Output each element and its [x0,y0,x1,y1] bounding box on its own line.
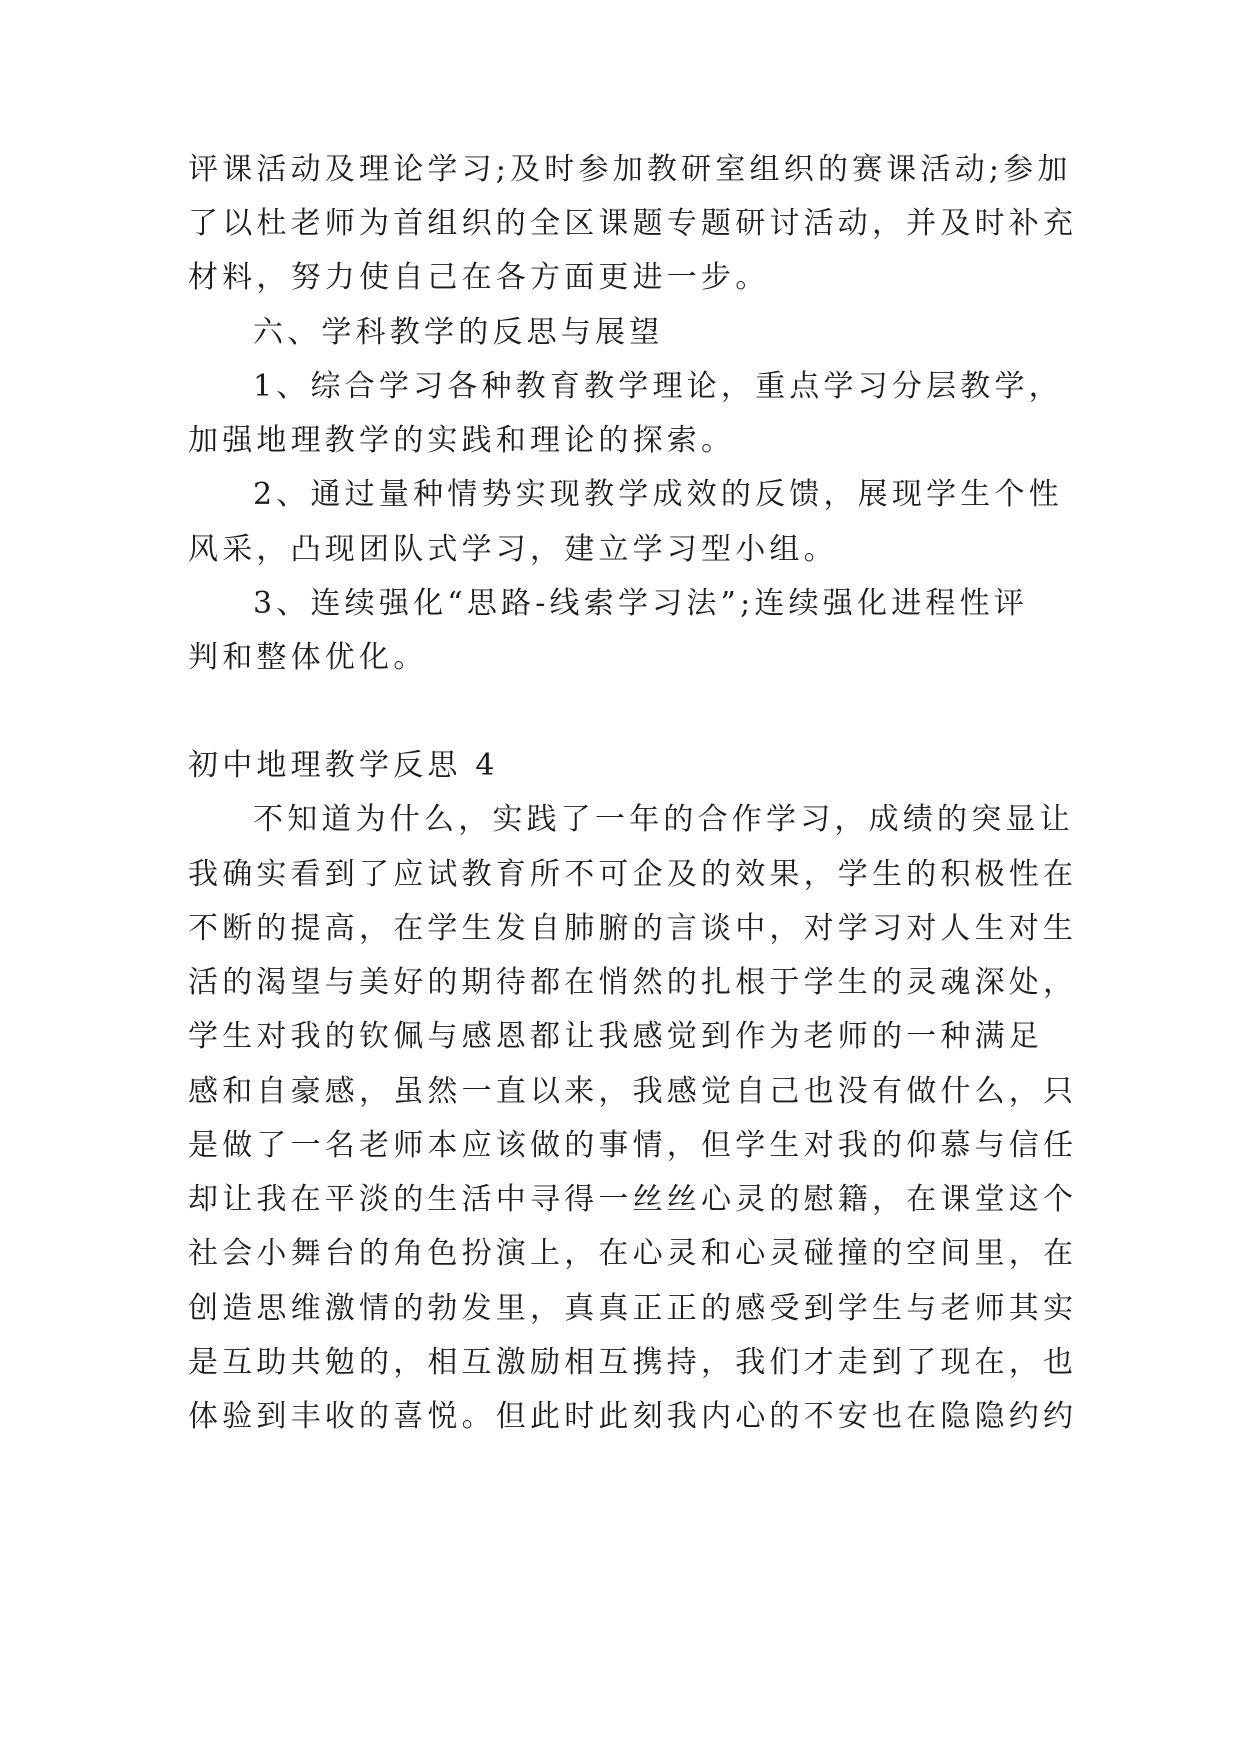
paragraph-line: 却让我在平淡的生活中寻得一丝丝心灵的慰籍，在课堂这个 [188,1182,1078,1217]
text-line: 了以杜老师为首组织的全区课题专题研讨活动，并及时补充 [188,206,1078,241]
text-line: 材料，努力使自己在各方面更进一步。 [188,260,770,295]
list-item-line: 风采，凸现团队式学习，建立学习型小组。 [188,532,838,567]
paragraph-line: 不断的提高，在学生发自肺腑的言谈中，对学习对人生对生 [188,911,1078,946]
paragraph-line: 感和自豪感，虽然一直以来，我感觉自己也没有做什么，只 [188,1074,1078,1109]
paragraph-line: 活的渴望与美好的期待都在悄然的扎根于学生的灵魂深处， [188,965,1078,1000]
list-item-line: 判和整体优化。 [188,640,428,675]
list-item-line: 2、通过量种情势实现教学成效的反馈，展现学生个性 [253,477,1063,512]
list-item-line: 1、综合学习各种教育教学理论，重点学习分层教学， [253,369,1063,404]
list-item-line: 加强地理教学的实践和理论的探索。 [188,423,736,458]
text-line: 评课活动及理论学习;及时参加教研室组织的赛课活动;参加 [188,152,1072,187]
paragraph-line: 不知道为什么，实践了一年的合作学习，成绩的突显让 [253,802,1074,837]
paragraph-line: 创造思维激情的勃发里，真真正正的感受到学生与老师其实 [188,1291,1078,1326]
paragraph-line: 学生对我的钦佩与感恩都让我感觉到作为老师的一种满足 [188,1019,1043,1054]
paragraph-line: 我确实看到了应试教育所不可企及的效果，学生的积极性在 [188,857,1078,892]
section-heading: 六、学科教学的反思与展望 [253,315,664,350]
article-title: 初中地理教学反思 4 [188,748,499,783]
paragraph-line: 体验到丰收的喜悦。但此时此刻我内心的不安也在隐隐约约 [188,1399,1078,1434]
paragraph-line: 是互助共勉的，相互激励相互携持，我们才走到了现在，也 [188,1345,1078,1380]
paragraph-line: 是做了一名老师本应该做的事情，但学生对我的仰慕与信任 [188,1128,1078,1163]
list-item-line: 3、连续强化“思路-线索学习法”;连续强化进程性评 [253,586,1029,621]
paragraph-line: 社会小舞台的角色扮演上，在心灵和心灵碰撞的空间里，在 [188,1236,1078,1271]
